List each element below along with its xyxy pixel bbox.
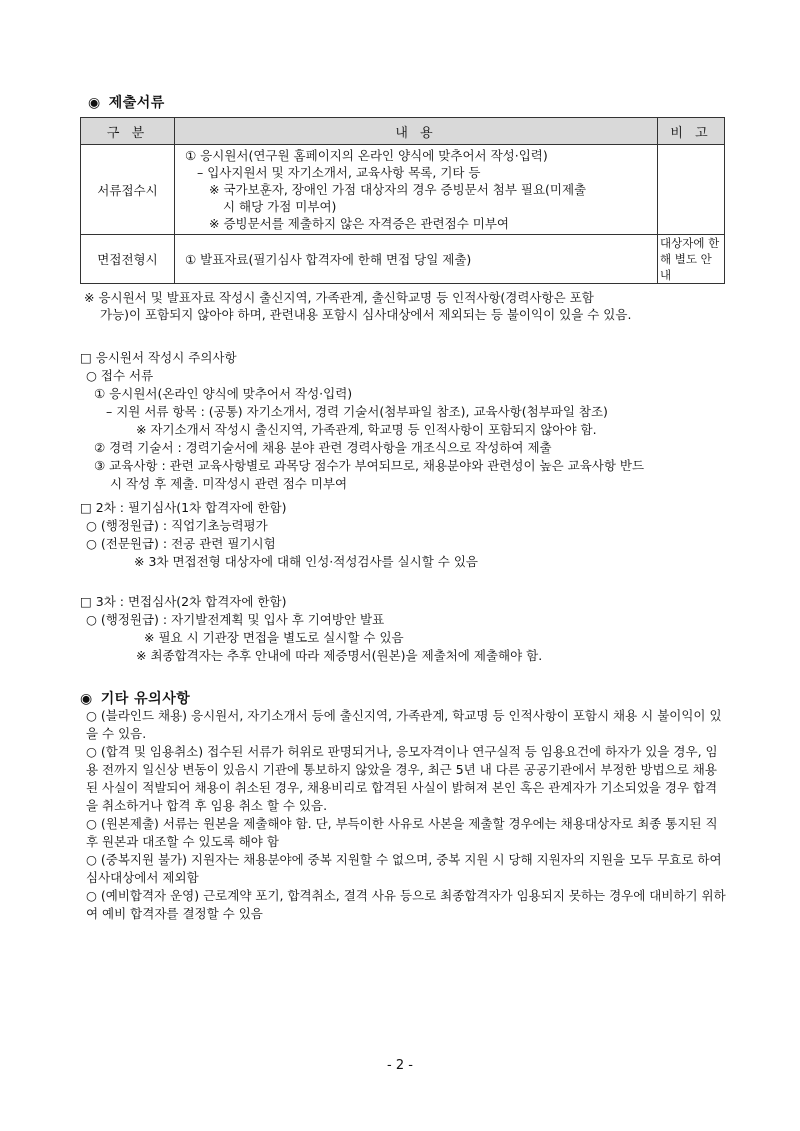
list-item: ○ (예비합격자 운영) 근로계약 포기, 합격취소, 결격 사유 등으로 최종합격자가 임용되지 못하는 경우에 대비하기 위하여 예비 합격자를 결정할 수 있음 xyxy=(86,888,726,921)
row-remarks: 대상자에 한해 별도 안내 xyxy=(658,235,725,284)
list-item: ○ (합격 및 임용취소) 접수된 서류가 허위로 판명되거나, 응모자격이나 연구실적 등 임용요건에 하자가 있을 경우, 임용 전까지 일신상 변동이 있음시 기관에 통보하지 않았을 경우, 최근 5년 내 다른 공공기관에서 부정한 방법으로 채용된 사실이 적발되어 채용이 취소된 경우, 채용비리로 합격된 사실이 밝혀져 본인 혹은 관계자가 기소되었을 경우 합격을 취소하거나 합격 후 임용 취소 할 수 있음. xyxy=(86,744,718,813)
row-content: ① 발표자료(필기심사 합격자에 한해 면접 당일 제출) xyxy=(175,235,658,284)
row-category: 서류접수시 xyxy=(81,145,175,235)
row-content: ① 응시원서(연구원 홈페이지의 온라인 양식에 맞추어서 작성·입력) – 입사지원서 및 자기소개서, 교육사항 목록, 기타 등 ※ 국가보훈자, 장애인 가점 대상자의 경우 증빙문서 첨부 필요(미제출 시 해당 가점 미부여) ※ 증빙문서를 제출하지 않은 자격증은 관련점수 미부여 xyxy=(175,145,658,235)
submission-note-line1: ※ 응시원서 및 발표자료 작성시 출신지역, 가족관계, 출신학교명 등 인적사항(경력사항은 포함 xyxy=(84,290,594,305)
submission-section-title: ◉ 제출서류 xyxy=(88,95,165,111)
header-category: 구 분 xyxy=(81,118,175,145)
cautions-heading: □ 응시원서 작성시 주의사항 xyxy=(80,350,237,365)
bullet-circle-icon: ◉ xyxy=(88,95,101,111)
stage3-heading: □ 3차 : 면접심사(2차 합격자에 한함) xyxy=(80,594,287,609)
header-content: 내 용 xyxy=(175,118,658,145)
row-category: 면접전형시 xyxy=(81,235,175,284)
bullet-circle-icon: ◉ xyxy=(80,691,93,707)
list-item: ○ (원본제출) 서류는 원본을 제출해야 함. 단, 부득이한 사유로 사본을 제출할 경우에는 채용대상자로 최종 통지된 직후 원본과 대조할 수 있도록 해야 함 xyxy=(86,816,718,849)
list-item: ○ (블라인드 채용) 응시원서, 자기소개서 등에 출신지역, 가족관계, 학교명 등 인적사항이 포함시 채용 시 불이익이 있을 수 있음. xyxy=(86,708,722,741)
table-header-row xyxy=(81,118,725,145)
page-number: - 2 - xyxy=(387,1058,413,1073)
header-remarks: 비 고 xyxy=(658,118,725,145)
submission-note-line2: 가능)이 포함되지 않아야 하며, 관련내용 포함시 심사대상에서 제외되는 등 불이익이 있을 수 있음. xyxy=(100,307,632,322)
row-remarks xyxy=(658,145,725,235)
document-page: ◉ 제출서류 구 분 내 용 비 고 서류접수시 ① 응시원서(연구원 홈페이지의 온라인 양식에 맞추어서 작성·입력) – 입사지원서 및 자기소개서, 교육사항 목록, 기타 등 ※ 국가보훈자, 장애인 가점 대상자의 경우 증빙문서 첨부 필요(미제출 시 해당 가점 미부여) ※ 증빙문서를 제출하지 않은 자격증은 관련점수 미부여 면접전형시 ① 발표자료(필기심사 합격자에 한해 면접 당일 제출) 대상자에 한해 별도 안내 ※ 응시원서 및 발표자료 작성시 출신지역, 가족관계, 출신학교명 등 인적사항(경력사항은 포함 가능)이 포함되지 않아야 하며, 관련내용 포함시 심사대상에서 제외되는 등 불이익이 있을 수 있음. □ 응시원서 작성시 주의사항 ○ 접수 서류 ① 응시원서(온라인 양식에 맞추어서 작성·입력) – 지원 서류 항목 : (공통) 자기소개서, 경력 기술서(첨부파일 참조), 교육사항(첨부파일 참조) ※ 자기소개서 작성시 출신지역, 가족관계, 학교명 등 인적사항이 포함되지 않아야 함. ② 경력 기술서 : 경력기술서에 채용 분야 관련 경력사항을 개조식으로 작성하여 제출 ③ 교육사항 : 관련 교육사항별로 과목당 점수가 부여되므로, 채용분야와 관련성이 높은 교육사항 반드 시 작성 후 제출. 미작성시 관련 점수 미부여 □ 2차 : 필기심사(1차 합격자에 한함) ○ (행정원급) : 직업기초능력평가 ○ (전문원급) : 전공 관련 필기시험 ※ 3차 면접전형 대상자에 대해 인성·적성검사를 실시할 수 있음 □ 3차 : 면접심사(2차 합격자에 한함) ○ (행정원급) : 자기발전계획 및 입사 후 기여방안 발표 ※ 필요 시 기관장 면접을 별도로 실시할 수 있음 ※ 최종합격자는 추후 안내에 따라 제증명서(원본)을 제출처에 제출해야 함. ◉ 기타 유의사항 ○ (블라인드 채용) 응시원서, 자기소개서 등에 출신지역, 가족관계, 학교명 등 인적사항이 포함시 채용 시 불이익이 있을 수 있음. ○ (합격 및 임용취소) 접수된 서류가 허위로 판명되거나, 응모자격이나 연구실적 등 임용요건에 하자가 있을 경우, 임용 전까지 일신상 변동이 있음시 기관에 통보하지 않았을 경우, 최근 5년 내 다른 공공기관에서 부정한 방법으로 채용된 사실이 적발되어 채용이 취소된 경우, 채용비리로 합격된 사실이 밝혀져 본인 혹은 관계자가 기소되었을 경우 합격을 취소하거나 합격 후 임용 취소 할 수 있음. ○ (원본제출) 서류는 원본을 제출해야 함. 단, 부득이한 사유로 사본을 제출할 경우에는 채용대상자로 최종 통지된 직후 원본과 대조할 수 있도록 해야 함 ○ (중복지원 불가) 지원자는 채용분야에 중복 지원할 수 없으며, 중복 지원 시 당해 지원자의 지원을 모두 무효로 하여 심사대상에서 제외함 ○ (예비합격자 운영) 근로계약 포기, 합격취소, 결격 사유 등으로 최종합격자가 임용되지 못하는 경우에 대비하기 위하여 예비 합격자를 결정할 수 있음 - 2 - xyxy=(0,0,800,1131)
table-row xyxy=(81,145,725,235)
submission-table xyxy=(80,117,725,284)
stage2-heading: □ 2차 : 필기심사(1차 합격자에 한함) xyxy=(80,500,287,515)
other-section-title: ◉ 기타 유의사항 xyxy=(80,691,191,707)
list-item: ○ (중복지원 불가) 지원자는 채용분야에 중복 지원할 수 없으며, 중복 지원 시 당해 지원자의 지원을 모두 무효로 하여 심사대상에서 제외함 xyxy=(86,852,722,885)
table-row xyxy=(81,235,725,284)
